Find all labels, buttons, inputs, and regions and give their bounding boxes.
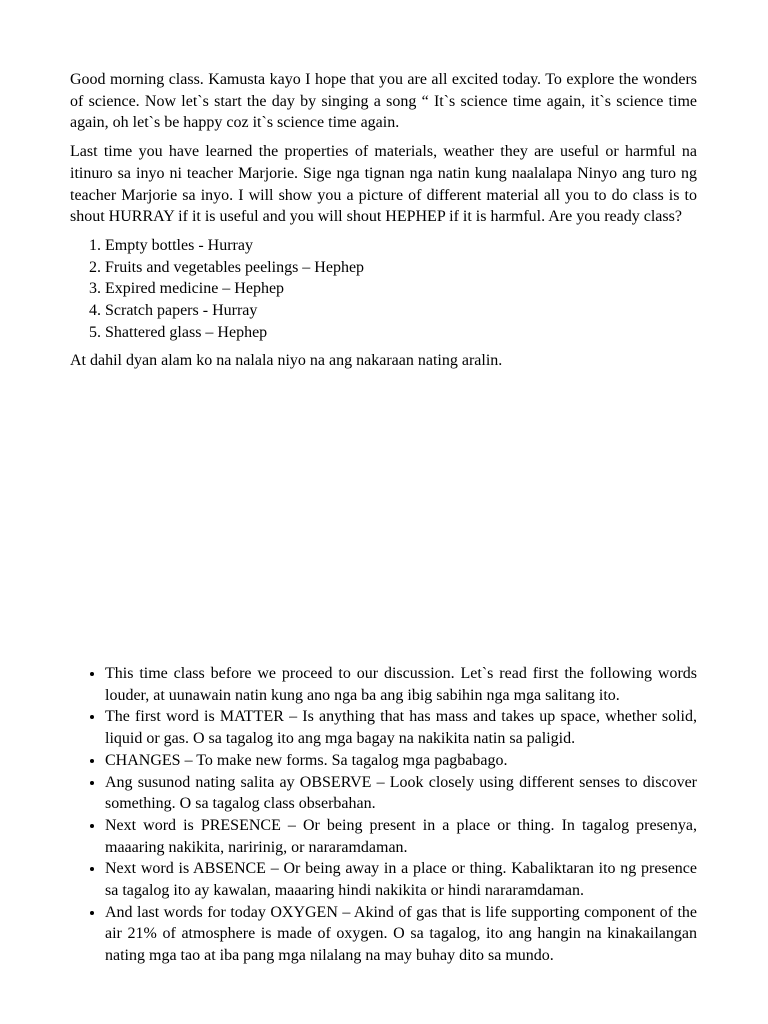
- vocabulary-bullet-list: [70, 663, 697, 967]
- list-item: 1. Empty bottles - Hurray: [105, 235, 697, 257]
- vocabulary-section: [70, 663, 697, 967]
- list-item: • Next word is ABSENCE – Or being away in a place or thing. Kabaliktaran ito ng presence sa tagalog ito ay kawalan, maaaring hindi nakikita or hindi nararamdaman.: [105, 858, 697, 901]
- review-paragraph: Last time you have learned the properties of materials, weather they are useful or harmful na itinuro sa inyo ni teacher Marjorie. Sige nga tignan nga natin kung naalalapa Ninyo ang turo ng teacher Marjorie sa inyo. I will show you a picture of different material all you to do class is to shout HURRAY if it is useful and you will shout HEPHEP if it is harmful. Are you ready class?: [70, 143, 697, 226]
- list-item: • Next word is PRESENCE – Or being present in a place or thing. In tagalog presenya, maaaring nakikita, naririnig, or nararamdaman.: [105, 815, 697, 858]
- list-item: • And last words for today OXYGEN – Akind of gas that is life supporting component of the air 21% of atmosphere is made of oxygen. O sa tagalog, ito ang hangin na kinakailangan nating mga tao at iba pang mga nilalang na may buhay dito sa mundo.: [105, 902, 697, 967]
- list-item: • This time class before we proceed to our discussion. Let`s read first the following words louder, at uunawain natin kung ano nga ba ang ibig sabihin nga mga salitang ito.: [105, 663, 697, 706]
- list-item: • CHANGES – To make new forms. Sa tagalog mga pagbabago.: [105, 750, 697, 772]
- materials-answer-list: [70, 235, 697, 344]
- list-item: 4. Scratch papers - Hurray: [105, 300, 697, 322]
- list-item: 3. Expired medicine – Hephep: [105, 278, 697, 300]
- list-item: • The first word is MATTER – Is anything that has mass and takes up space, whether solid, liquid or gas. O sa tagalog ito ang mga bagay na nakikita natin sa paligid.: [105, 706, 697, 749]
- list-item: • Ang susunod nating salita ay OBSERVE – Look closely using different senses to discover something. O sa tagalog class obserbahan.: [105, 772, 697, 815]
- list-item: 5. Shattered glass – Hephep: [105, 322, 697, 344]
- transition-paragraph: At dahil dyan alam ko na nalala niyo na ang nakaraan nating aralin.: [70, 352, 503, 370]
- document-top-section: [70, 69, 697, 379]
- greeting-paragraph: Good morning class. Kamusta kayo I hope that you are all excited today. To explore the wonders of science. Now let`s start the day by singing a song “ It`s science time again, it`s science time again, oh let`s be happy coz it`s science time again.: [70, 71, 697, 132]
- list-item: 2. Fruits and vegetables peelings – Hephep: [105, 257, 697, 279]
